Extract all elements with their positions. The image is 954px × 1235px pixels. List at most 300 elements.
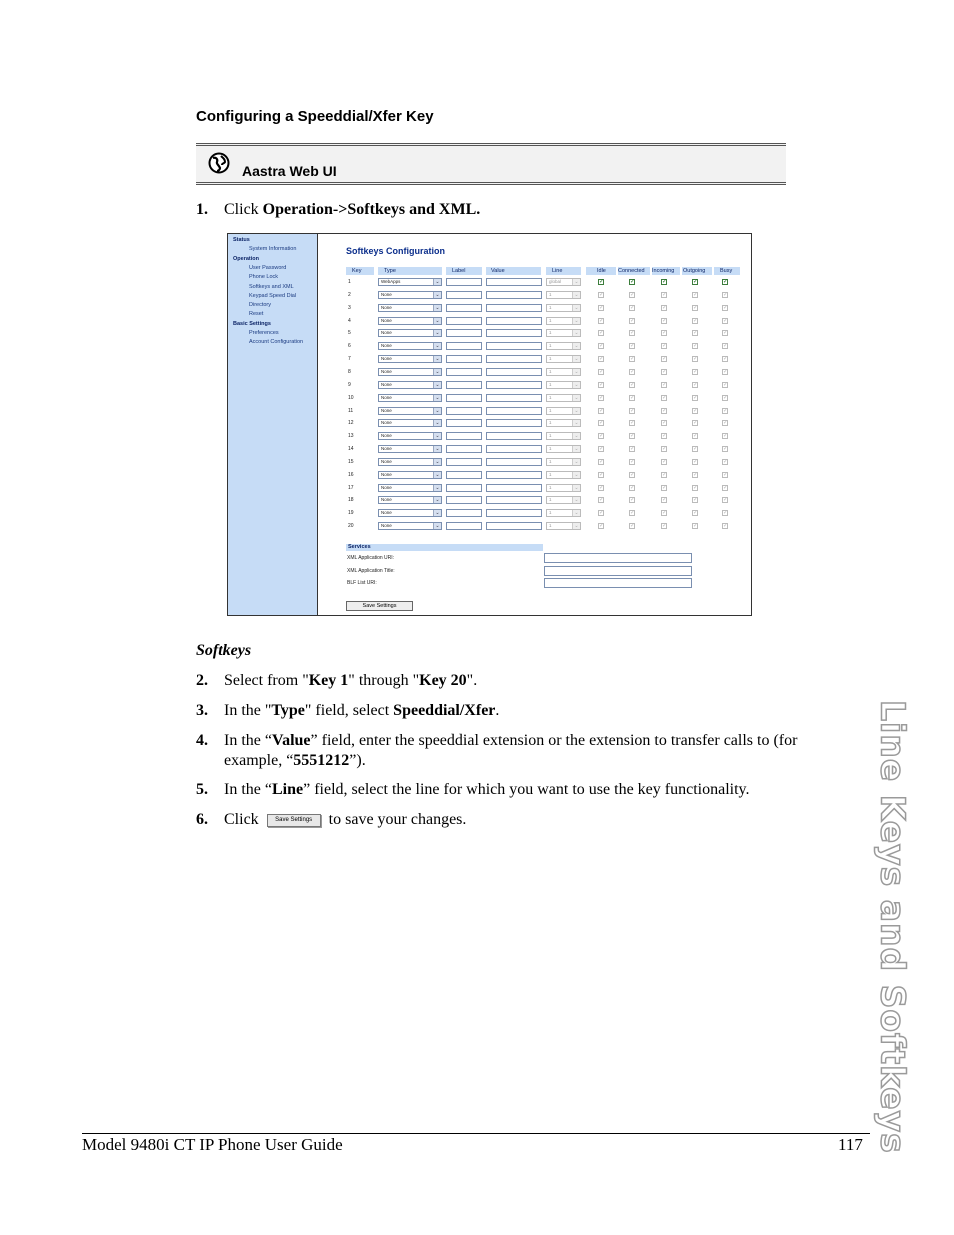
state-checkbox[interactable]: ✓ bbox=[630, 471, 636, 478]
state-checkbox[interactable]: ✓ bbox=[723, 458, 729, 465]
step-bold-text: Type bbox=[271, 702, 305, 719]
row-key-number: 9 bbox=[348, 381, 351, 388]
step-text: Select from " bbox=[224, 672, 309, 689]
state-checkbox[interactable]: ✓ bbox=[693, 523, 699, 530]
chevron-down-icon: ⌄ bbox=[572, 343, 580, 349]
nav-link[interactable]: Directory bbox=[249, 302, 272, 309]
state-checkbox[interactable]: ✓ bbox=[693, 407, 699, 414]
state-checkbox[interactable]: ✓ bbox=[630, 420, 636, 427]
state-checkbox[interactable]: ✓ bbox=[630, 510, 636, 517]
key-value-input[interactable] bbox=[486, 522, 542, 530]
key-value-input[interactable] bbox=[486, 329, 542, 337]
web-ui-main-panel bbox=[318, 234, 751, 615]
key-value-input[interactable] bbox=[486, 355, 542, 363]
key-label-input[interactable] bbox=[446, 329, 482, 337]
row-key-number: 6 bbox=[348, 343, 351, 350]
page-number: 117 bbox=[838, 1135, 863, 1154]
state-checkbox[interactable]: ✓ bbox=[723, 381, 729, 388]
key-type-value: None bbox=[381, 471, 392, 477]
state-checkbox[interactable]: ✓ bbox=[662, 356, 668, 363]
state-checkbox[interactable]: ✓ bbox=[630, 394, 636, 401]
state-checkbox[interactable]: ✓ bbox=[693, 458, 699, 465]
state-checkbox[interactable]: ✓ bbox=[630, 446, 636, 453]
state-checkbox[interactable]: ✓ bbox=[599, 291, 605, 298]
key-label-input[interactable] bbox=[446, 381, 482, 389]
key-line-value: 1 bbox=[549, 304, 552, 310]
step-text: ” field, enter the speeddial extension or the extension to transfer calls to (for example, “ bbox=[224, 732, 798, 769]
web-ui-label: Aastra Web UI bbox=[242, 163, 337, 179]
key-line-select[interactable] bbox=[546, 509, 581, 517]
state-checkbox[interactable]: ✓ bbox=[723, 330, 729, 337]
step-text: " field, select bbox=[304, 702, 394, 719]
state-checkbox[interactable]: ✓ bbox=[599, 433, 605, 440]
step-bold-text: Speeddial/Xfer bbox=[393, 702, 496, 719]
state-checkbox[interactable]: ✓ bbox=[723, 343, 729, 350]
step-text: to save your changes. bbox=[324, 811, 467, 828]
key-label-input[interactable] bbox=[446, 509, 482, 517]
row-key-number: 8 bbox=[348, 368, 351, 375]
chevron-down-icon: ⌄ bbox=[572, 523, 580, 529]
key-type-select[interactable] bbox=[378, 317, 442, 325]
key-value-input[interactable] bbox=[486, 342, 542, 350]
state-checkbox[interactable]: ✓ bbox=[599, 394, 605, 401]
nav-section-heading: Status bbox=[233, 237, 250, 243]
key-type-select[interactable] bbox=[378, 291, 442, 299]
nav-link[interactable]: Account Configuration bbox=[249, 339, 304, 346]
row-key-number: 1 bbox=[348, 279, 351, 285]
state-checkbox[interactable]: ✓ bbox=[662, 523, 668, 530]
key-value-input[interactable] bbox=[486, 278, 542, 286]
state-checkbox[interactable]: ✓ bbox=[693, 304, 699, 311]
key-type-value: None bbox=[381, 458, 392, 464]
state-checkbox[interactable]: ✓ bbox=[599, 356, 605, 363]
state-checkbox[interactable]: ✓ bbox=[630, 330, 636, 337]
key-line-select[interactable] bbox=[546, 471, 581, 479]
state-checkbox[interactable]: ✓ bbox=[693, 497, 699, 504]
key-type-select[interactable] bbox=[378, 329, 442, 337]
step-number: 4. bbox=[196, 732, 208, 749]
key-label-input[interactable] bbox=[446, 522, 482, 530]
service-field-input[interactable] bbox=[544, 553, 692, 563]
state-checkbox[interactable]: ✓ bbox=[662, 458, 668, 465]
state-checkbox[interactable]: ✓ bbox=[599, 446, 605, 453]
key-line-select[interactable] bbox=[546, 342, 581, 350]
state-checkbox[interactable]: ✓ bbox=[599, 304, 605, 311]
key-label-input[interactable] bbox=[446, 368, 482, 376]
key-type-value: None bbox=[381, 394, 392, 400]
row-key-number: 14 bbox=[348, 446, 354, 453]
key-type-select[interactable] bbox=[378, 432, 442, 440]
service-field-label: XML Application Title: bbox=[347, 567, 395, 574]
nav-link[interactable]: Preferences bbox=[249, 330, 279, 336]
state-checkbox[interactable]: ✓ bbox=[662, 291, 668, 298]
chevron-down-icon: ⌄ bbox=[433, 497, 441, 503]
service-field-input[interactable] bbox=[544, 578, 692, 588]
key-line-select[interactable] bbox=[546, 458, 581, 466]
state-checkbox[interactable]: ✓ bbox=[662, 343, 668, 350]
state-checkbox[interactable]: ✓ bbox=[630, 368, 636, 375]
key-label-input[interactable] bbox=[446, 445, 482, 453]
step-bold-text: Key 20 bbox=[419, 672, 467, 689]
key-line-select[interactable] bbox=[546, 317, 581, 325]
state-checkbox[interactable]: ✓ bbox=[630, 304, 636, 311]
chevron-down-icon: ⌄ bbox=[572, 356, 580, 362]
key-type-value: None bbox=[381, 497, 392, 503]
key-label-input[interactable] bbox=[446, 419, 482, 427]
chevron-down-icon: ⌄ bbox=[433, 382, 441, 388]
key-type-select[interactable] bbox=[378, 342, 442, 350]
state-checkbox[interactable]: ✓ bbox=[662, 407, 668, 414]
chevron-down-icon: ⌄ bbox=[433, 356, 441, 362]
key-line-select[interactable] bbox=[546, 445, 581, 453]
key-line-select[interactable] bbox=[546, 368, 581, 376]
chevron-down-icon: ⌄ bbox=[433, 343, 441, 349]
nav-link[interactable]: Softkeys and XML bbox=[249, 283, 294, 290]
key-type-value: None bbox=[381, 510, 392, 516]
state-checkbox[interactable]: ✓ bbox=[599, 407, 605, 414]
state-checkbox[interactable]: ✓ bbox=[723, 279, 729, 285]
key-line-select[interactable] bbox=[546, 329, 581, 337]
chevron-down-icon: ⌄ bbox=[572, 510, 580, 516]
state-checkbox[interactable]: ✓ bbox=[599, 458, 605, 465]
nav-link[interactable]: Reset bbox=[249, 311, 264, 318]
row-key-number: 11 bbox=[348, 407, 354, 414]
key-label-input[interactable] bbox=[446, 458, 482, 466]
key-line-value: 1 bbox=[549, 433, 552, 439]
state-checkbox[interactable]: ✓ bbox=[662, 471, 668, 478]
key-type-select[interactable] bbox=[378, 445, 442, 453]
state-checkbox[interactable]: ✓ bbox=[693, 484, 699, 491]
column-header: Busy bbox=[720, 268, 733, 274]
key-type-value: None bbox=[381, 291, 392, 297]
state-checkbox[interactable]: ✓ bbox=[693, 356, 699, 363]
chevron-down-icon: ⌄ bbox=[572, 472, 580, 478]
state-checkbox[interactable]: ✓ bbox=[723, 497, 729, 504]
step-number: 2. bbox=[196, 672, 208, 689]
state-checkbox[interactable]: ✓ bbox=[693, 291, 699, 298]
state-checkbox[interactable]: ✓ bbox=[599, 381, 605, 388]
row-key-number: 4 bbox=[348, 317, 351, 324]
state-checkbox[interactable]: ✓ bbox=[662, 368, 668, 375]
key-type-select[interactable] bbox=[378, 304, 442, 312]
key-type-value: None bbox=[381, 356, 392, 362]
nav-link[interactable]: User Password bbox=[249, 264, 287, 271]
row-key-number: 13 bbox=[348, 433, 354, 440]
state-checkbox[interactable]: ✓ bbox=[599, 484, 605, 491]
chevron-down-icon: ⌄ bbox=[572, 318, 580, 324]
key-line-select[interactable] bbox=[546, 355, 581, 363]
key-line-select[interactable] bbox=[546, 304, 581, 312]
state-checkbox[interactable]: ✓ bbox=[599, 420, 605, 427]
chevron-down-icon: ⌄ bbox=[433, 433, 441, 439]
chevron-down-icon: ⌄ bbox=[433, 318, 441, 324]
state-checkbox[interactable]: ✓ bbox=[662, 304, 668, 311]
state-checkbox[interactable]: ✓ bbox=[693, 343, 699, 350]
key-type-select[interactable] bbox=[378, 368, 442, 376]
key-value-input[interactable] bbox=[486, 496, 542, 504]
step-number: 3. bbox=[196, 702, 208, 719]
key-type-value: None bbox=[381, 343, 392, 349]
key-label-input[interactable] bbox=[446, 471, 482, 479]
key-type-value: None bbox=[381, 330, 392, 336]
key-line-select[interactable] bbox=[546, 278, 581, 286]
key-value-input[interactable] bbox=[486, 368, 542, 376]
key-label-input[interactable] bbox=[446, 291, 482, 299]
key-line-select[interactable] bbox=[546, 407, 581, 415]
state-checkbox[interactable]: ✓ bbox=[693, 330, 699, 337]
state-checkbox[interactable]: ✓ bbox=[662, 381, 668, 388]
key-value-input[interactable] bbox=[486, 394, 542, 402]
step-number: 1. bbox=[196, 201, 208, 218]
step-bold-text: Line bbox=[271, 781, 304, 798]
key-label-input[interactable] bbox=[446, 342, 482, 350]
section-title: Configuring a Speeddial/Xfer Key bbox=[196, 108, 434, 125]
key-value-input[interactable] bbox=[486, 458, 542, 466]
row-key-number: 17 bbox=[348, 484, 354, 491]
step-text: Click bbox=[224, 811, 263, 828]
state-checkbox[interactable]: ✓ bbox=[723, 317, 729, 324]
key-label-input[interactable] bbox=[446, 432, 482, 440]
key-type-select[interactable] bbox=[378, 484, 442, 492]
chevron-down-icon: ⌄ bbox=[572, 446, 580, 452]
row-key-number: 15 bbox=[348, 458, 354, 465]
state-checkbox[interactable]: ✓ bbox=[723, 433, 729, 440]
nav-link[interactable]: Keypad Speed Dial bbox=[249, 292, 297, 299]
key-line-select[interactable] bbox=[546, 419, 581, 427]
key-type-value: None bbox=[381, 433, 392, 439]
state-checkbox[interactable]: ✓ bbox=[723, 291, 729, 298]
key-type-value: WebApps bbox=[381, 279, 401, 284]
key-type-select[interactable] bbox=[378, 496, 442, 504]
web-ui-banner bbox=[196, 143, 786, 185]
key-type-value: None bbox=[381, 381, 392, 387]
key-type-select[interactable] bbox=[378, 278, 442, 286]
key-type-value: None bbox=[381, 484, 392, 490]
state-checkbox[interactable]: ✓ bbox=[693, 368, 699, 375]
chevron-down-icon: ⌄ bbox=[433, 472, 441, 478]
chevron-down-icon: ⌄ bbox=[433, 369, 441, 375]
step-2 bbox=[196, 671, 856, 691]
key-line-select[interactable] bbox=[546, 496, 581, 504]
column-header: Type bbox=[384, 268, 396, 274]
row-key-number: 16 bbox=[348, 471, 354, 478]
key-line-value: 1 bbox=[549, 484, 552, 490]
key-type-value: None bbox=[381, 407, 392, 413]
key-value-input[interactable] bbox=[486, 317, 542, 325]
nav-section-heading: Basic Settings bbox=[233, 320, 271, 327]
key-line-select[interactable] bbox=[546, 432, 581, 440]
state-checkbox[interactable]: ✓ bbox=[723, 523, 729, 530]
state-checkbox[interactable]: ✓ bbox=[630, 497, 636, 504]
state-checkbox[interactable]: ✓ bbox=[599, 279, 605, 285]
state-checkbox[interactable]: ✓ bbox=[662, 317, 668, 324]
save-settings-button-image[interactable]: Save Settings bbox=[267, 814, 321, 827]
key-type-select[interactable] bbox=[378, 407, 442, 415]
state-checkbox[interactable]: ✓ bbox=[630, 356, 636, 363]
key-label-input[interactable] bbox=[446, 304, 482, 312]
step-text: ”). bbox=[349, 752, 366, 769]
key-label-input[interactable] bbox=[446, 317, 482, 325]
key-line-value: 1 bbox=[549, 497, 552, 503]
key-type-select[interactable] bbox=[378, 458, 442, 466]
state-checkbox[interactable]: ✓ bbox=[630, 523, 636, 530]
state-checkbox[interactable]: ✓ bbox=[630, 291, 636, 298]
state-checkbox[interactable]: ✓ bbox=[662, 420, 668, 427]
state-checkbox[interactable]: ✓ bbox=[723, 407, 729, 414]
key-value-input[interactable] bbox=[486, 509, 542, 517]
key-value-input[interactable] bbox=[486, 407, 542, 415]
state-checkbox[interactable]: ✓ bbox=[693, 317, 699, 324]
state-checkbox[interactable]: ✓ bbox=[662, 510, 668, 517]
key-line-value: 1 bbox=[549, 510, 552, 516]
key-label-input[interactable] bbox=[446, 484, 482, 492]
state-checkbox[interactable]: ✓ bbox=[693, 433, 699, 440]
state-checkbox[interactable]: ✓ bbox=[693, 279, 699, 285]
key-value-input[interactable] bbox=[486, 432, 542, 440]
key-value-input[interactable] bbox=[486, 471, 542, 479]
key-value-input[interactable] bbox=[486, 419, 542, 427]
key-value-input[interactable] bbox=[486, 304, 542, 312]
column-header: Idle bbox=[597, 268, 606, 274]
state-checkbox[interactable]: ✓ bbox=[662, 446, 668, 453]
key-line-select[interactable] bbox=[546, 522, 581, 530]
chevron-down-icon: ⌄ bbox=[572, 382, 580, 388]
key-type-select[interactable] bbox=[378, 471, 442, 479]
key-value-input[interactable] bbox=[486, 445, 542, 453]
key-line-value: 1 bbox=[549, 381, 552, 387]
softkeys-config-title: Softkeys Configuration bbox=[346, 246, 446, 256]
key-type-select[interactable] bbox=[378, 394, 442, 402]
state-checkbox[interactable]: ✓ bbox=[723, 356, 729, 363]
key-label-input[interactable] bbox=[446, 278, 482, 286]
step-5 bbox=[196, 780, 856, 800]
key-value-input[interactable] bbox=[486, 484, 542, 492]
key-line-select[interactable] bbox=[546, 381, 581, 389]
state-checkbox[interactable]: ✓ bbox=[662, 330, 668, 337]
key-line-select[interactable] bbox=[546, 484, 581, 492]
key-type-value: None bbox=[381, 420, 392, 426]
chevron-down-icon: ⌄ bbox=[572, 369, 580, 375]
save-settings-button[interactable]: Save Settings bbox=[346, 601, 413, 611]
key-type-select[interactable] bbox=[378, 381, 442, 389]
state-checkbox[interactable]: ✓ bbox=[599, 471, 605, 478]
key-type-select[interactable] bbox=[378, 419, 442, 427]
state-checkbox[interactable]: ✓ bbox=[599, 510, 605, 517]
row-key-number: 7 bbox=[348, 356, 351, 363]
chevron-down-icon: ⌄ bbox=[433, 330, 441, 336]
state-checkbox[interactable]: ✓ bbox=[693, 394, 699, 401]
state-checkbox[interactable]: ✓ bbox=[723, 304, 729, 311]
state-checkbox[interactable]: ✓ bbox=[599, 343, 605, 350]
step-bold-text: Operation->Softkeys and XML. bbox=[262, 201, 481, 218]
key-line-value: 1 bbox=[549, 523, 552, 529]
key-type-select[interactable] bbox=[378, 355, 442, 363]
chevron-down-icon: ⌄ bbox=[572, 279, 580, 285]
state-checkbox[interactable]: ✓ bbox=[723, 471, 729, 478]
state-checkbox[interactable]: ✓ bbox=[693, 510, 699, 517]
nav-link[interactable]: Phone Lock bbox=[249, 274, 279, 281]
state-checkbox[interactable]: ✓ bbox=[723, 420, 729, 427]
step-bold-text: Value bbox=[271, 732, 311, 749]
nav-link[interactable]: System Information bbox=[249, 246, 297, 253]
state-checkbox[interactable]: ✓ bbox=[630, 317, 636, 324]
chevron-down-icon: ⌄ bbox=[433, 446, 441, 452]
chevron-down-icon: ⌄ bbox=[572, 330, 580, 336]
key-line-select[interactable] bbox=[546, 291, 581, 299]
key-value-input[interactable] bbox=[486, 381, 542, 389]
state-checkbox[interactable]: ✓ bbox=[662, 394, 668, 401]
state-checkbox[interactable]: ✓ bbox=[630, 343, 636, 350]
column-header: Incoming bbox=[652, 268, 675, 274]
chevron-down-icon: ⌄ bbox=[572, 395, 580, 401]
step-text: In the “ bbox=[224, 781, 272, 798]
step-text: ". bbox=[466, 672, 478, 689]
state-checkbox[interactable]: ✓ bbox=[693, 381, 699, 388]
step-text: " through " bbox=[348, 672, 420, 689]
step-text: ” field, select the line for which you want to use the key functionality. bbox=[303, 781, 750, 798]
state-checkbox[interactable]: ✓ bbox=[630, 484, 636, 491]
state-checkbox[interactable]: ✓ bbox=[723, 368, 729, 375]
state-checkbox[interactable]: ✓ bbox=[723, 394, 729, 401]
state-checkbox[interactable]: ✓ bbox=[723, 484, 729, 491]
state-checkbox[interactable]: ✓ bbox=[693, 471, 699, 478]
state-checkbox[interactable]: ✓ bbox=[599, 368, 605, 375]
softkeys-config-screenshot bbox=[227, 233, 752, 616]
state-checkbox[interactable]: ✓ bbox=[630, 433, 636, 440]
state-checkbox[interactable]: ✓ bbox=[630, 407, 636, 414]
service-field-input[interactable] bbox=[544, 566, 692, 576]
row-key-number: 3 bbox=[348, 304, 351, 311]
state-checkbox[interactable]: ✓ bbox=[662, 433, 668, 440]
key-label-input[interactable] bbox=[446, 407, 482, 415]
key-value-input[interactable] bbox=[486, 291, 542, 299]
chevron-down-icon: ⌄ bbox=[433, 292, 441, 298]
chevron-down-icon: ⌄ bbox=[433, 523, 441, 529]
state-checkbox[interactable]: ✓ bbox=[630, 381, 636, 388]
state-checkbox[interactable]: ✓ bbox=[662, 484, 668, 491]
key-type-value: None bbox=[381, 523, 392, 529]
state-checkbox[interactable]: ✓ bbox=[723, 446, 729, 453]
state-checkbox[interactable]: ✓ bbox=[599, 523, 605, 530]
state-checkbox[interactable]: ✓ bbox=[693, 420, 699, 427]
state-checkbox[interactable]: ✓ bbox=[693, 446, 699, 453]
key-line-value: 1 bbox=[549, 471, 552, 477]
key-line-value: 1 bbox=[549, 356, 552, 362]
row-key-number: 2 bbox=[348, 291, 351, 298]
key-line-select[interactable] bbox=[546, 394, 581, 402]
key-label-input[interactable] bbox=[446, 496, 482, 504]
state-checkbox[interactable]: ✓ bbox=[599, 317, 605, 324]
key-line-value: 1 bbox=[549, 394, 552, 400]
key-type-select[interactable] bbox=[378, 522, 442, 530]
key-label-input[interactable] bbox=[446, 355, 482, 363]
state-checkbox[interactable]: ✓ bbox=[599, 330, 605, 337]
state-checkbox[interactable]: ✓ bbox=[662, 279, 668, 285]
chevron-down-icon: ⌄ bbox=[433, 408, 441, 414]
footer-rule bbox=[82, 1133, 870, 1134]
column-header: Value bbox=[491, 268, 505, 274]
state-checkbox[interactable]: ✓ bbox=[630, 279, 636, 285]
globe-icon bbox=[208, 152, 230, 174]
state-checkbox[interactable]: ✓ bbox=[630, 458, 636, 465]
chevron-down-icon: ⌄ bbox=[572, 485, 580, 491]
key-line-value: 1 bbox=[549, 368, 552, 374]
state-checkbox[interactable]: ✓ bbox=[723, 510, 729, 517]
state-checkbox[interactable]: ✓ bbox=[662, 497, 668, 504]
key-label-input[interactable] bbox=[446, 394, 482, 402]
key-type-select[interactable] bbox=[378, 509, 442, 517]
state-checkbox[interactable]: ✓ bbox=[599, 497, 605, 504]
